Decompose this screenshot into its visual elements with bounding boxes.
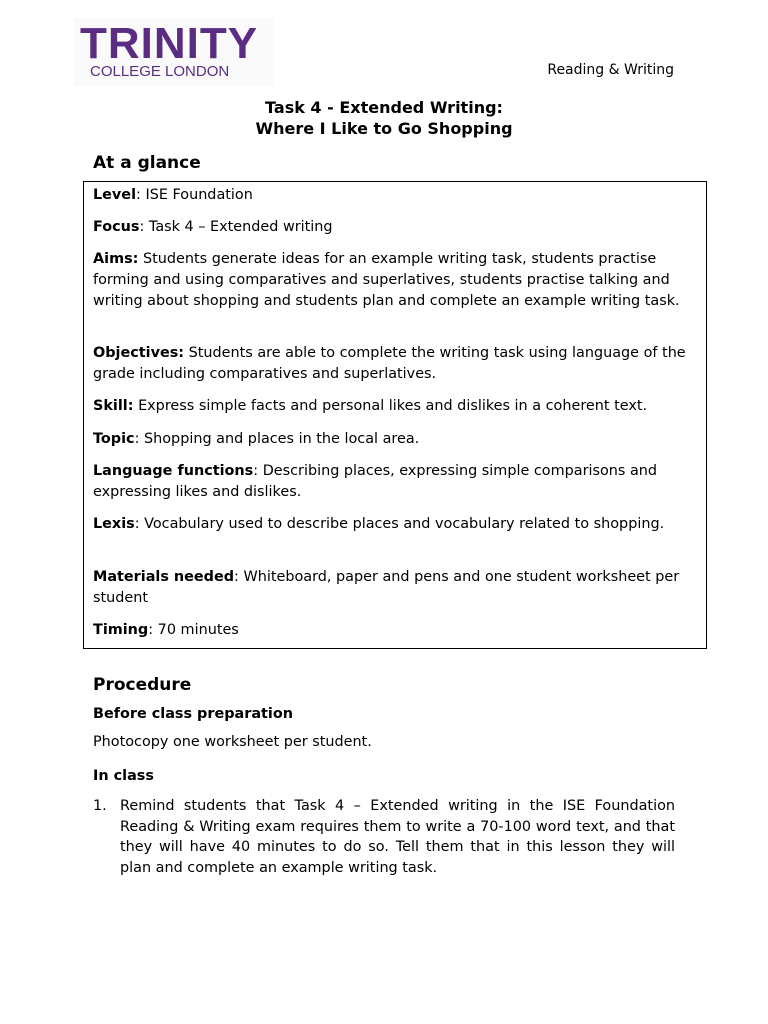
procedure-heading: Procedure — [93, 675, 192, 695]
glance-text: Shopping and places in the local area. — [144, 431, 420, 447]
page-title-line2: Where I Like to Go Shopping — [255, 119, 513, 138]
glance-level — [93, 185, 699, 206]
glance-heading: At a glance — [93, 153, 201, 173]
glance-text: Vocabulary used to describe places and vocabulary related to shopping. — [144, 516, 665, 532]
glance-text: Whiteboard, paper and pens and one student worksheet per student — [93, 569, 680, 606]
glance-text: ISE Foundation — [145, 187, 253, 203]
glance-sep: : — [253, 463, 263, 479]
glance-text: Students are able to complete the writing task using language of the grade including comparatives and superlatives. — [93, 345, 686, 382]
glance-sep: : — [148, 622, 158, 638]
glance-label: Timing — [93, 622, 149, 638]
glance-sep: : — [134, 516, 145, 532]
glance-language-functions — [93, 461, 699, 503]
page-title-line1: Task 4 - Extended Writing: — [265, 98, 503, 117]
step-number: 1. — [93, 798, 107, 814]
glance-label: Level — [93, 187, 137, 203]
glance-sep: : — [234, 569, 244, 585]
glance-focus — [93, 217, 699, 238]
before-class-heading: Before class preparation — [93, 706, 293, 722]
glance-sep: : — [136, 187, 146, 203]
glance-lexis — [93, 514, 699, 535]
glance-text: Describing places, expressing simple comparisons and expressing likes and dislikes. — [93, 463, 658, 500]
glance-label: Lexis — [93, 516, 135, 532]
glance-text: Task 4 – Extended writing — [148, 219, 333, 235]
glance-text: Express simple facts and personal likes and dislikes in a coherent text. — [138, 398, 648, 414]
glance-label: Topic — [93, 431, 135, 447]
glance-topic — [93, 429, 699, 450]
in-class-heading: In class — [93, 768, 154, 784]
glance-label: Skill: — [93, 398, 134, 414]
glance-text: Students generate ideas for an example writing task, students practise forming and using comparatives and superlatives, students practise talking and writing about shopping and students plan and complete an example writing task. — [93, 251, 680, 309]
glance-box — [83, 181, 707, 649]
glance-timing — [93, 620, 699, 641]
before-class-text: Photocopy one worksheet per student. — [93, 734, 372, 750]
logo-wordmark: TRINITY — [80, 19, 259, 68]
section-label: Reading & Writing — [547, 62, 674, 78]
glance-label: Focus — [93, 219, 140, 235]
glance-materials — [93, 567, 699, 609]
glance-sep: : — [134, 431, 144, 447]
glance-label: Language functions — [93, 463, 254, 479]
glance-label: Materials needed — [93, 569, 235, 585]
step-text: Remind students that Task 4 – Extended writing in the ISE Foundation Reading & Writing exam requires them to write a 70-100 word text, and that they will have 40 minutes to do so. Tell them that in this lesson they will plan and complete an example writing task. — [120, 798, 675, 876]
glance-sep: : — [139, 219, 149, 235]
logo-subtitle: COLLEGE LONDON — [90, 63, 230, 80]
glance-label: Objectives: — [93, 345, 185, 361]
trinity-logo — [74, 18, 274, 86]
glance-objectives — [93, 343, 699, 385]
glance-text: 70 minutes — [157, 622, 239, 638]
glance-skill — [93, 396, 699, 417]
glance-label: Aims: — [93, 251, 139, 267]
glance-aims — [93, 249, 699, 311]
